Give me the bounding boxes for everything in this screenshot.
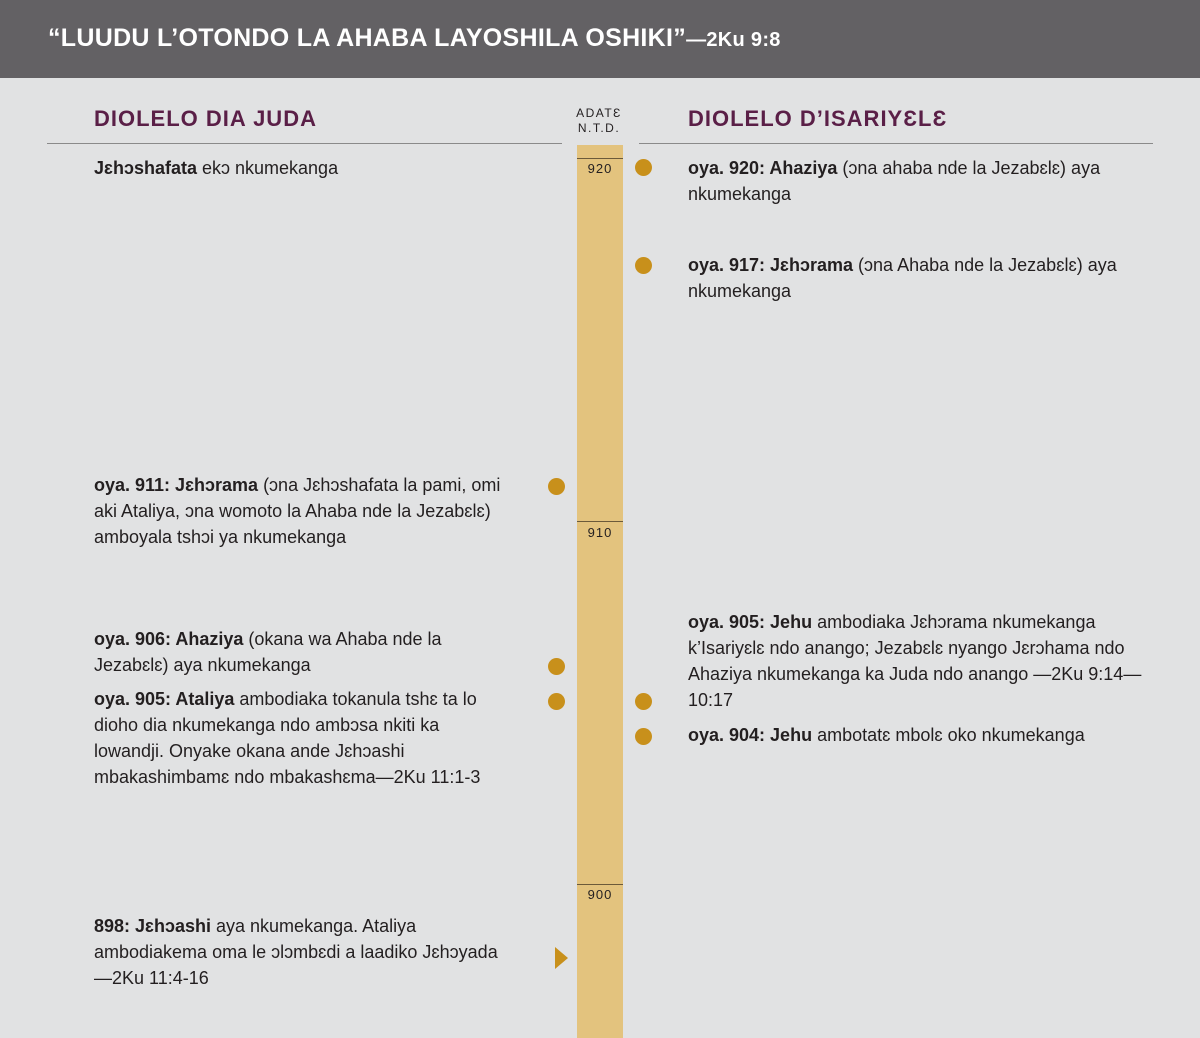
marker-dot <box>635 728 652 745</box>
event-text: ambotatɛ mbolɛ oko nkumekanga <box>812 725 1085 745</box>
event-text: ambodiaka tokanula tshɛ ta lo dioho dia nkumekanga ndo ambɔsa nkiti ka lowandji. Onyake okana ande Jɛhɔashi mbakashimbamɛ ndo mbakashɛma—2Ku 11:1-3 <box>94 689 481 787</box>
event-lead: oya. 917: Jɛhɔrama <box>688 255 854 275</box>
event-judah-jehoshaphat <box>94 155 534 181</box>
right-header-rule <box>639 143 1153 144</box>
event-judah-jehoash <box>94 913 514 991</box>
axis-label-line-2: N.T.D. <box>577 121 621 135</box>
event-text: ambodiaka Jɛhɔrama nkumekanga k’Isariyɛlɛ ndo anango; Jezabɛlɛ nyango Jɛrɔhama ndo Ahaziya nkumekanga ka Juda ndo anango —2Ku 9:14—10:17 <box>688 612 1142 710</box>
event-israel-jehu-kills <box>688 609 1146 713</box>
axis-label <box>562 106 636 136</box>
tick-920 <box>577 158 623 159</box>
header-judah-kings: DIOLELO DIA JUDA <box>94 106 317 131</box>
marker-dot <box>635 257 652 274</box>
event-lead: oya. 904: Jehu <box>688 725 813 745</box>
tick-label-920: 920 <box>587 161 613 176</box>
event-israel-ahaziah <box>688 155 1138 207</box>
event-lead: oya. 906: Ahaziya <box>94 629 244 649</box>
event-judah-athaliah <box>94 686 494 790</box>
tick-label-910: 910 <box>587 525 613 540</box>
event-judah-jehoram <box>94 472 519 550</box>
tick-910 <box>577 521 623 522</box>
header-israel-kings: DIOLELO D’ISARIYƐLƐ <box>688 106 948 131</box>
title-text: “LUUDU L’OTONDO LA AHABA LAYOSHILA OSHIKI” <box>48 24 687 52</box>
marker-arrow-icon <box>555 947 568 969</box>
event-israel-jehoram <box>688 252 1138 304</box>
timeline-bar <box>577 145 623 1038</box>
tick-900 <box>577 884 623 885</box>
event-israel-jehu-reign <box>688 722 1146 748</box>
event-text: aya nkumekanga. Ataliya ambodiakema oma le ɔlɔmbɛdi a laadiko Jɛhɔyada —2Ku 11:4-16 <box>94 916 498 988</box>
event-lead: oya. 905: Jehu <box>688 612 813 632</box>
event-text: (ɔna ahaba nde la Jezabɛlɛ) aya nkumekanga <box>688 158 1101 204</box>
event-lead: Jɛhɔshafata <box>94 158 197 178</box>
marker-dot <box>548 658 565 675</box>
event-lead: 898: Jɛhɔashi <box>94 916 212 936</box>
scripture-reference: —2Ku 9:8 <box>686 29 781 51</box>
event-lead: oya. 905: Ataliya <box>94 689 235 709</box>
marker-dot <box>548 478 565 495</box>
event-text: (ɔna Jɛhɔshafata la pami, omi aki Ataliya, ɔna womoto la Ahaba nde la Jezabɛlɛ) amboyala tshɔi ya nkumekanga <box>94 475 501 547</box>
event-lead: oya. 911: Jɛhɔrama <box>94 475 259 495</box>
event-lead: oya. 920: Ahaziya <box>688 158 838 178</box>
left-header-rule <box>47 143 562 144</box>
event-text: (okana wa Ahaba nde la Jezabɛlɛ) aya nkumekanga <box>94 629 442 675</box>
marker-dot <box>635 693 652 710</box>
marker-dot <box>548 693 565 710</box>
marker-dot <box>635 159 652 176</box>
event-judah-ahaziah <box>94 626 494 678</box>
page-title <box>48 24 781 53</box>
event-text: (ɔna Ahaba nde la Jezabɛlɛ) aya nkumekanga <box>688 255 1117 301</box>
title-banner <box>0 0 1200 78</box>
event-text: ekɔ nkumekanga <box>197 158 339 178</box>
axis-label-line-1: ADATƐ <box>576 106 622 120</box>
tick-label-900: 900 <box>587 887 613 902</box>
